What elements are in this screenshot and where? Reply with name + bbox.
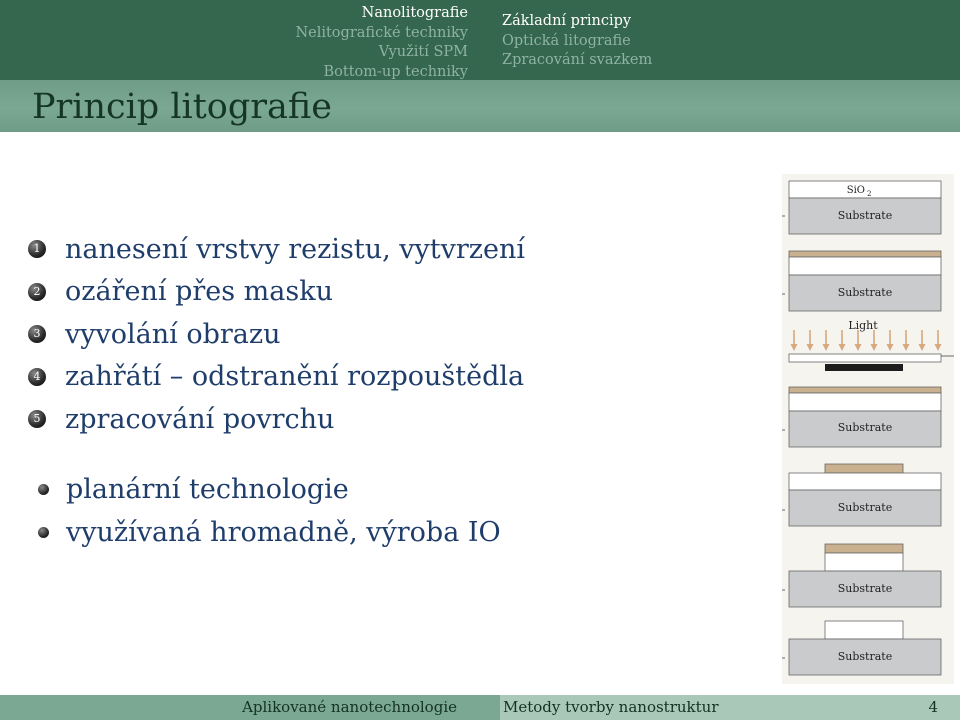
light-arrow-head xyxy=(919,344,926,351)
step-number-badge: 4 xyxy=(28,368,46,386)
slide-title: Princip litografie xyxy=(32,87,332,127)
process-step xyxy=(28,398,525,441)
substrate-label: Substrate xyxy=(837,421,893,434)
resist-pattern xyxy=(825,464,903,473)
process-step xyxy=(28,271,525,314)
subsection-nav-item[interactable]: Zpracování svazkem xyxy=(502,52,653,68)
oxide-layer xyxy=(789,181,941,198)
resist-layer xyxy=(789,251,941,257)
oxide-layer xyxy=(789,257,941,275)
lithography-diagram xyxy=(782,174,954,684)
section-navigation xyxy=(295,4,468,82)
substrate-label: Substrate xyxy=(837,209,893,222)
step-number-badge: 3 xyxy=(28,325,46,343)
process-step xyxy=(28,356,525,399)
page-number: 4 xyxy=(928,698,938,716)
bullet-text: využívaná hromadně, výroba IO xyxy=(66,517,501,548)
photomask xyxy=(825,364,903,371)
subsection-nav-item[interactable]: Optická litografie xyxy=(502,32,631,49)
light-arrow-head xyxy=(823,344,830,351)
bullet-icon xyxy=(38,484,49,495)
footer-course-text: Aplikované nanotechnologie xyxy=(242,698,457,716)
navigation-header xyxy=(0,0,960,80)
oxide-layer xyxy=(789,473,941,490)
step-text: zahřátí – odstranění rozpouštědla xyxy=(65,361,525,393)
step-text: nanesení vrstvy rezistu, vytvrzení xyxy=(65,233,526,265)
step-text: zpracování povrchu xyxy=(65,403,335,435)
light-arrow-head xyxy=(887,344,894,351)
step-text: vyvolání obrazu xyxy=(65,318,281,350)
bullet-text: planární technologie xyxy=(66,474,349,505)
footer-course xyxy=(0,695,500,720)
step-number-badge: 2 xyxy=(28,283,46,301)
step-number-badge: 1 xyxy=(28,240,46,258)
process-steps-list xyxy=(28,228,525,441)
footer-info xyxy=(500,695,960,720)
light-arrow-head xyxy=(871,344,878,351)
section-nav-item[interactable]: Nelitografické techniky xyxy=(295,24,468,41)
process-step xyxy=(28,313,525,356)
step-text: ozáření přes masku xyxy=(65,276,333,308)
footer xyxy=(0,695,960,720)
process-step xyxy=(28,228,525,271)
oxide-subscript: 2 xyxy=(867,190,872,198)
substrate-label: Substrate xyxy=(837,286,893,299)
substrate-label: Substrate xyxy=(837,650,893,663)
light-arrow-head xyxy=(903,344,910,351)
section-nav-item[interactable]: Bottom-up techniky xyxy=(323,63,468,80)
step-number-badge: 5 xyxy=(28,410,46,428)
footer-subtitle: Metody tvorby nanostruktur xyxy=(503,698,719,716)
oxide-pattern xyxy=(825,553,903,571)
substrate-label: Substrate xyxy=(837,501,893,514)
oxide-layer xyxy=(789,393,941,411)
bullet-icon xyxy=(38,527,49,538)
light-arrow-head xyxy=(839,344,846,351)
notes-bullet-list xyxy=(38,468,501,554)
section-nav-item[interactable]: Nanolitografie xyxy=(361,5,468,21)
light-arrow-head xyxy=(855,344,862,351)
oxide-label: SiO xyxy=(846,185,865,196)
exposed-layer xyxy=(789,354,941,362)
subsection-navigation xyxy=(502,12,652,71)
oxide-pattern xyxy=(825,621,903,639)
section-nav-item[interactable]: Využití SPM xyxy=(378,44,468,60)
resist-layer xyxy=(789,387,941,393)
light-arrow-head xyxy=(791,344,798,351)
light-label: Light xyxy=(848,319,878,332)
bullet-item xyxy=(38,511,501,554)
light-arrow-head xyxy=(935,344,942,351)
resist-pattern xyxy=(825,544,903,553)
bullet-item xyxy=(38,468,501,511)
lithography-process-figure xyxy=(782,174,954,684)
substrate-label: Substrate xyxy=(837,582,893,595)
light-arrow-head xyxy=(807,344,814,351)
subsection-nav-item[interactable]: Základní principy xyxy=(502,13,632,29)
